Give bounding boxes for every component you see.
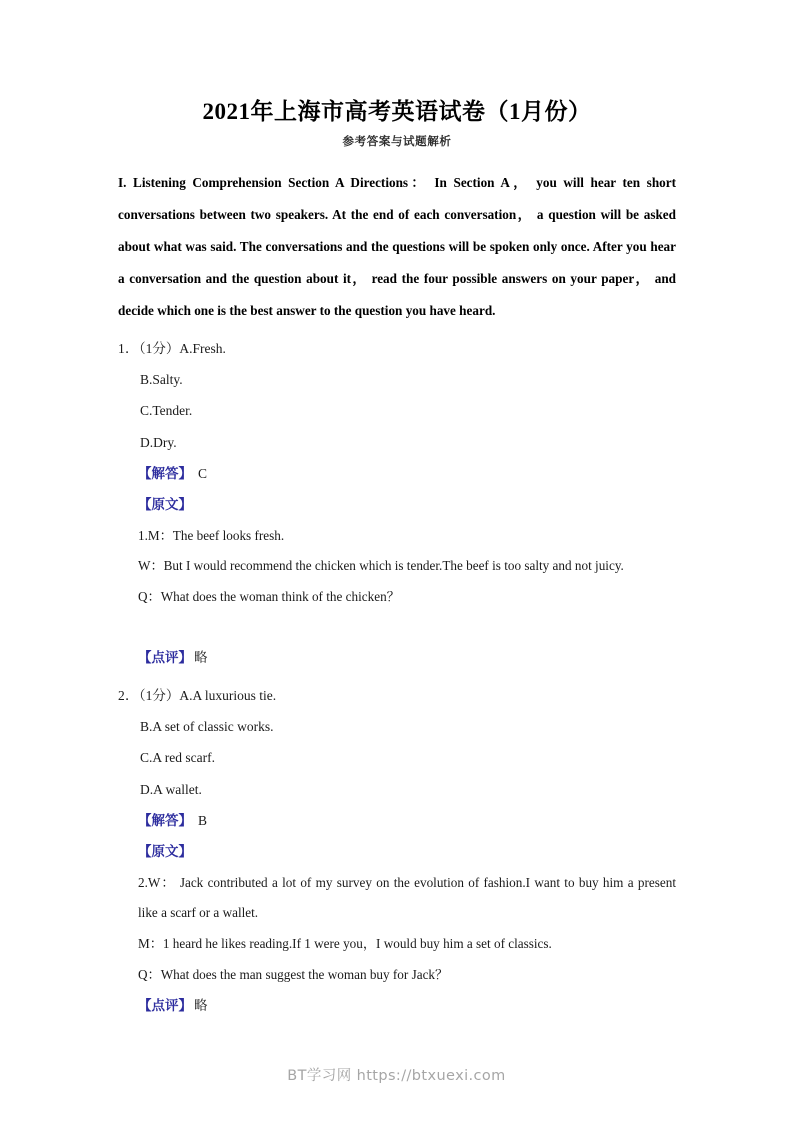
question-score-2: （1分） [138, 687, 180, 703]
comment-marker-icon: 【点评】 [138, 650, 192, 666]
question-option-2-c[interactable]: C.A red scarf. [140, 750, 215, 766]
page-subtitle: 参考答案与试题解析 [342, 136, 452, 149]
question-option-2-d[interactable]: D.A wallet. [140, 781, 202, 797]
comment-row-1 [118, 642, 676, 673]
question-option-2-b[interactable]: B.A set of classic works. [140, 719, 274, 735]
question-option-1-d[interactable]: D.Dry. [140, 434, 177, 450]
comment-marker-icon: 【点评】 [138, 998, 192, 1014]
answer-row-2 [118, 805, 676, 836]
footer-watermark: BT学习网 https://btxuexi.com [287, 1068, 506, 1084]
question-option-1-c[interactable]: C.Tender. [140, 403, 193, 419]
question-stem-2 [118, 680, 676, 711]
script-marker-icon: 【原文】 [138, 497, 192, 513]
question-block-2 [118, 680, 676, 1022]
question-number-2: 2． [118, 687, 139, 703]
question-score-1: （1分） [138, 340, 180, 356]
script-row-2 [118, 836, 676, 867]
question-number-1: 1． [118, 340, 139, 356]
question-stem-1 [118, 333, 676, 364]
question-block-1 [118, 333, 676, 674]
script-line-1-3: Q：What does the woman think of the chicken？ [138, 588, 400, 604]
script-line-1-2: W：But I would recommend the chicken which is tender.The beef is too salty and not juicy. [138, 558, 624, 574]
comment-value-2: 略 [194, 998, 208, 1014]
page-title: 2021年上海市高考英语试卷（1月份） [202, 99, 592, 124]
question-option-1-b[interactable]: B.Salty. [140, 372, 183, 388]
script-line-2-2: M：1 heard he likes reading.If 1 were you，I would buy him a set of classics. [138, 935, 552, 951]
script-line-2-1: 2.W： Jack contributed a lot of my survey on the evolution of fashion.I want to buy him a present like a scarf or a wallet. [138, 874, 676, 921]
question-option-2-a[interactable]: A.A luxurious tie. [179, 687, 277, 703]
comment-value-1: 略 [194, 650, 208, 666]
question-option-1-a[interactable]: A.Fresh. [179, 340, 226, 356]
script-line-2-3: Q：What does the man suggest the woman buy for Jack？ [138, 966, 449, 982]
comment-row-2 [118, 990, 676, 1021]
script-marker-icon: 【原文】 [138, 844, 192, 860]
answer-row-1 [118, 458, 676, 489]
answer-value-2: B [198, 813, 208, 829]
answer-marker-icon: 【解答】 [138, 813, 192, 829]
script-line-1-1: 1.M：The beef looks fresh. [138, 527, 285, 543]
script-spacer-1 [118, 612, 676, 642]
answer-marker-icon: 【解答】 [138, 465, 192, 481]
script-row-1 [118, 489, 676, 520]
listening-directions: I. Listening Comprehension Section A Directions： In Section A， you will hear ten short conversations between two speakers. At the end of each conversation， a question will be asked about what was said. The conversations and the questions will be spoken only once. After you hear a conversation and the question about it， read the four possible answers on your paper， and decide which one is the best answer to the question you have heard. [118, 175, 676, 318]
answer-value-1: C [198, 465, 208, 481]
document-body [118, 96, 676, 1021]
